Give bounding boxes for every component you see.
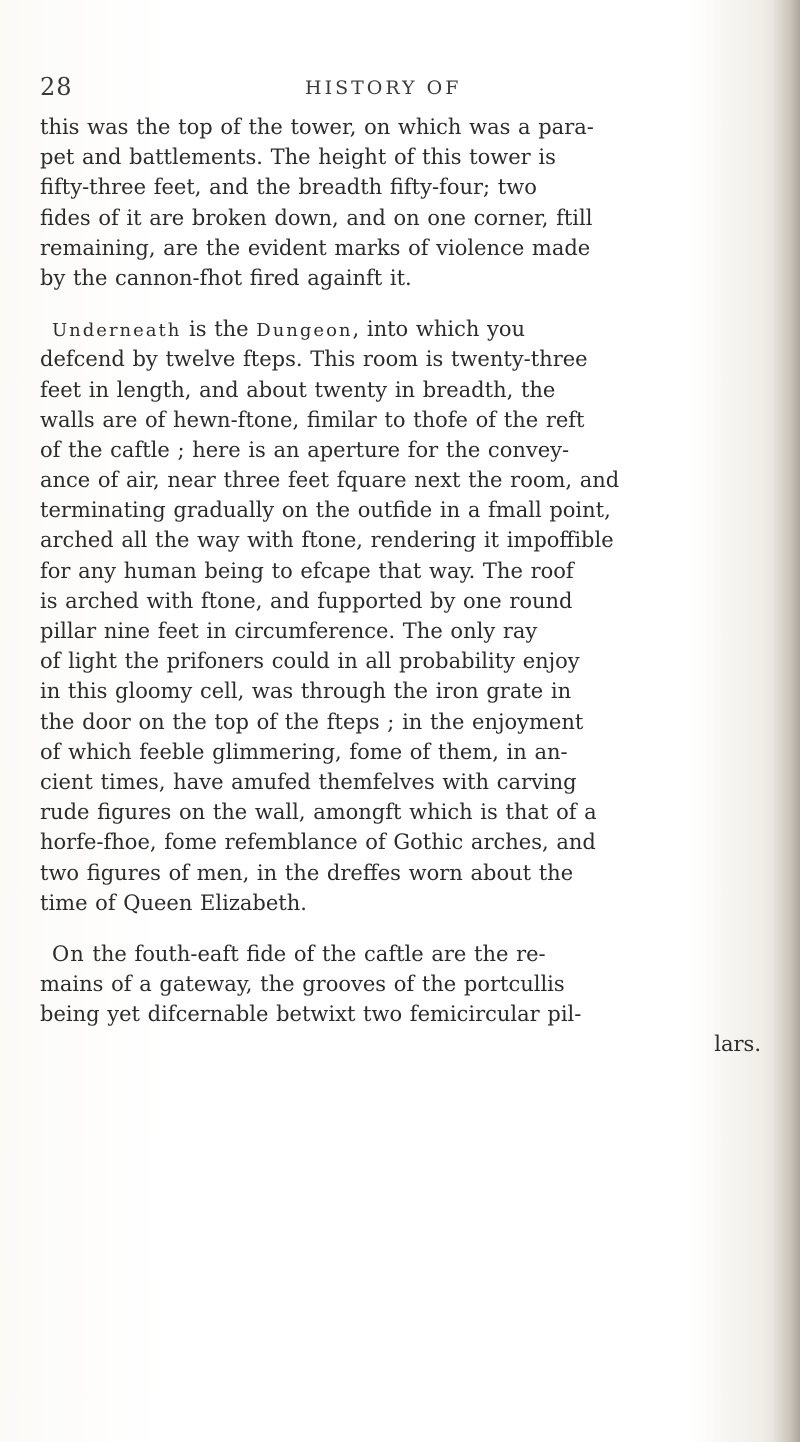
text-line: fifty-three feet, and the breadth fifty-four; two <box>40 175 537 200</box>
text-line: is arched with ftone, and fupported by one round <box>40 588 573 613</box>
first-line-tail: the fouth-eaft fide of the caftle are the re- <box>84 941 546 966</box>
running-title: HISTORY OF <box>305 77 462 99</box>
text-line: fides of it are broken down, and on one corner, ftill <box>40 205 593 230</box>
text-line: defcend by twelve fteps. This room is twenty-three <box>40 347 588 372</box>
paragraph-1 <box>40 112 775 293</box>
lead-word-small-caps: On <box>52 941 85 966</box>
text-line: ance of air, near three feet fquare next the room, and <box>40 468 620 493</box>
text-line: mains of a gateway, the grooves of the portcullis <box>40 972 565 997</box>
text-line: rude figures on the wall, amongft which is that of a <box>40 800 597 825</box>
text-line-first <box>40 939 775 969</box>
text-line: this was the top of the tower, on which was a para- <box>40 115 594 139</box>
text-line: feet in length, and about twenty in breadth, the <box>40 377 556 402</box>
text-line: time of Queen Elizabeth. <box>40 890 307 915</box>
lead-rest: is the <box>181 317 257 342</box>
text-line: pet and battlements. The height of this tower is <box>40 145 556 170</box>
text-line: arched all the way with ftone, rendering it impoffible <box>40 528 614 553</box>
text-line: the door on the top of the fteps ; in the enjoyment <box>40 709 584 734</box>
page-edge-shadow <box>772 0 800 1442</box>
text-line: pillar nine feet in circumference. The only ray <box>40 619 538 643</box>
text-line: horfe-fhoe, fome refemblance of Gothic arches, and <box>40 830 596 855</box>
text-line: of which feeble glimmering, fome of them, in an- <box>40 739 568 764</box>
text-line: of light the prifoners could in all probability enjoy <box>40 649 580 674</box>
text-line: terminating gradually on the outfide in a fmall point, <box>40 498 611 523</box>
lead-word-small-caps: Underneath <box>52 320 182 342</box>
paragraph-3 <box>40 939 775 1060</box>
text-line: by the cannon-fhot fired againft it. <box>40 265 412 290</box>
text-line: in this gloomy cell, was through the iron grate in <box>40 679 572 704</box>
text-line: two figures of men, in the dreffes worn about the <box>40 860 574 885</box>
text-line: for any human being to efcape that way. The roof <box>40 558 574 583</box>
first-line-tail: , into which you <box>352 317 526 342</box>
paragraph-2 <box>40 314 775 918</box>
catchword: lars. <box>714 1032 761 1057</box>
text-line: remaining, are the evident marks of violence made <box>40 235 591 260</box>
text-line: walls are of hewn-ftone, fimilar to thofe of the reft <box>40 407 585 432</box>
dungeon-small-caps: Dungeon <box>256 320 353 342</box>
running-head <box>40 73 760 105</box>
body-text <box>40 112 775 1081</box>
text-line: being yet difcernable betwixt two femicircular pil- <box>40 1002 582 1027</box>
text-line: cient times, have amufed themfelves with carving <box>40 769 577 794</box>
page-number: 28 <box>40 73 73 101</box>
text-line: of the caftle ; here is an aperture for the convey- <box>40 437 570 462</box>
text-line-first <box>40 314 775 344</box>
